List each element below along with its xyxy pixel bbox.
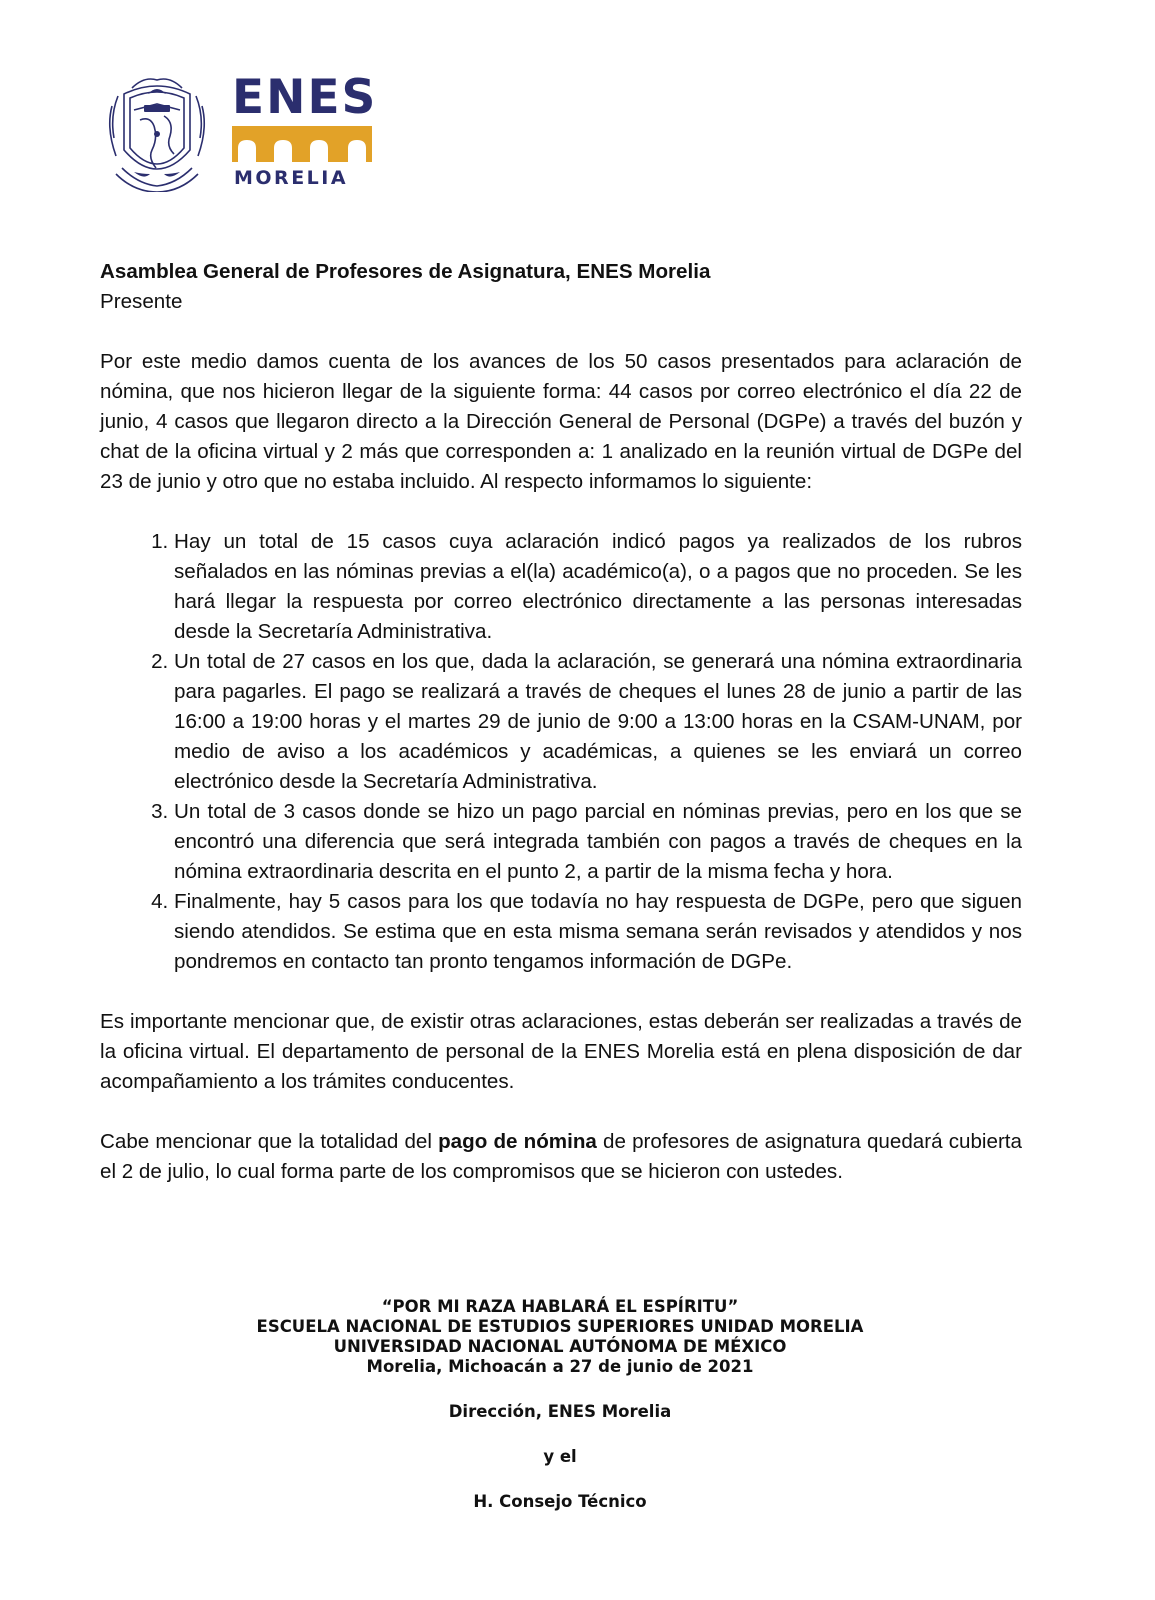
technical-council: H. Consejo Técnico (473, 1492, 647, 1511)
cases-list (100, 527, 1022, 977)
list-item: 1. Hay un total de 15 casos cuya aclaración indicó pagos ya realizados de los rubros señalados en las nóminas previas a el(la) académico(a), o a pagos que no proceden. Se les hará llegar la respuesta por correo electrónico directamente a las personas interesadas desde la Secretaría Administrativa. (174, 527, 1022, 647)
letter-body (100, 257, 1022, 1217)
payment-text-end: de profesores de asignatura quedará cubierta el 2 de julio, lo cual forma parte de los compromisos que se hicieron con ustedes. (100, 1130, 1022, 1183)
intro-paragraph: Por este medio damos cuenta de los avances de los 50 casos presentados para aclaración de nómina, que nos hicieron llegar de la siguiente forma: 44 casos por correo electrónico el día 22 de junio, 4 casos que llegaron directo a la Dirección General de Personal (DGPe) a través del buzón y chat de la oficina virtual y 2 más que corresponden a: 1 analizado en la reunión virtual de DGPe del 23 de junio y otro que no estaba incluido. Al respecto informamos lo siguiente: (100, 350, 1022, 493)
enes-morelia-logo (232, 70, 382, 192)
logo-enes-text: ENES (232, 70, 378, 125)
motto: “POR MI RAZA HABLARÁ EL ESPÍRITU” (381, 1297, 739, 1316)
logo-morelia-text: MORELIA (234, 167, 349, 189)
closing-block (0, 1297, 1120, 1512)
addressee: Asamblea General de Profesores de Asignatura, ENES Morelia (100, 260, 711, 283)
greeting: Presente (100, 290, 183, 313)
unam-coat-of-arms-icon (104, 76, 210, 192)
school-name: ESCUELA NACIONAL DE ESTUDIOS SUPERIORES UNIDAD MORELIA (256, 1317, 864, 1336)
place-date: Morelia, Michoacán a 27 de junio de 2021 (366, 1357, 754, 1376)
list-item: 2. Un total de 27 casos en los que, dada la aclaración, se generará una nómina extraordinaria para pagarles. El pago se realizará a través de cheques el lunes 28 de junio a partir de las 16:00 a 19:00 horas y el martes 29 de junio de 9:00 a 13:00 horas en la CSAM-UNAM, por medio de aviso a los académicos y académicas, a quienes se les enviará un correo electrónico desde la Secretaría Administrativa. (174, 647, 1022, 797)
clarifications-paragraph: Es importante mencionar que, de existir otras aclaraciones, estas deberán ser realizadas a través de la oficina virtual. El departamento de personal de la ENES Morelia está en plena disposición de dar acompañamiento a los trámites conducentes. (100, 1010, 1022, 1093)
payment-paragraph (100, 1127, 1022, 1187)
payment-text-start: Cabe mencionar que la totalidad del (100, 1130, 439, 1153)
list-item: 4. Finalmente, hay 5 casos para los que todavía no hay respuesta de DGPe, pero que siguen siendo atendidos. Se estima que en esta misma semana serán revisados y atendidos y nos pondremos en contacto tan pronto tengamos información de DGPe. (174, 887, 1022, 977)
signatory: Dirección, ENES Morelia (448, 1402, 672, 1421)
list-item: 3. Un total de 3 casos donde se hizo un pago parcial en nóminas previas, pero en los que se encontró una diferencia que será integrada también con pagos a través de cheques en la nómina extraordinaria descrita en el punto 2, a partir de la misma fecha y hora. (174, 797, 1022, 887)
university-name: UNIVERSIDAD NACIONAL AUTÓNOMA DE MÉXICO (333, 1337, 787, 1356)
conjunction: y el (543, 1447, 577, 1466)
payment-emphasis: pago de nómina (438, 1130, 597, 1153)
aqueduct-arches-icon (232, 126, 372, 162)
